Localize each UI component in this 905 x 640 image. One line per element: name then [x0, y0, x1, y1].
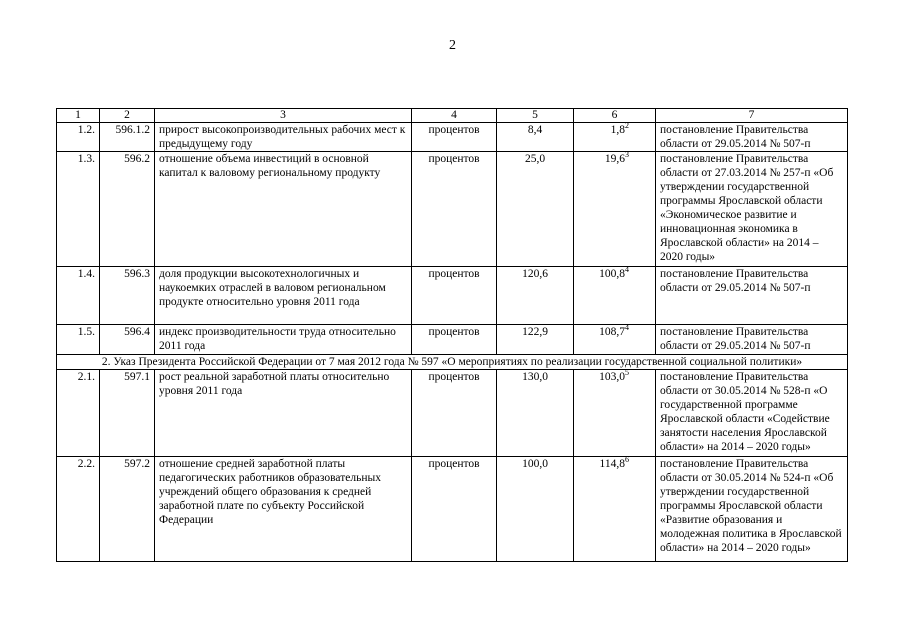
row-number: 1.3. — [57, 152, 100, 267]
actual-value-cell — [574, 123, 656, 152]
actual-value: 100,8 — [599, 268, 625, 280]
actual-value-cell — [574, 325, 656, 355]
target-value: 25,0 — [497, 152, 574, 267]
indicator-description: доля продукции высокотехнологичных и наукоемких отраслей в валовом региональном продукте относительно уровня 2011 года — [155, 267, 412, 325]
legal-document: постановление Правительства области от 29.05.2014 № 507-п — [656, 325, 848, 355]
row-number: 2.1. — [57, 370, 100, 457]
column-header: 2 — [100, 109, 155, 123]
decree-code: 596.2 — [100, 152, 155, 267]
column-header: 4 — [412, 109, 497, 123]
legal-document: постановление Правительства области от 29.05.2014 № 507-п — [656, 267, 848, 325]
column-header: 7 — [656, 109, 848, 123]
unit: процентов — [412, 457, 497, 562]
indicator-description: прирост высокопроизводительных рабочих мест к предыдущему году — [155, 123, 412, 152]
indicator-description: отношение объема инвестиций в основной капитал к валовому региональному продукту — [155, 152, 412, 267]
row-number: 1.2. — [57, 123, 100, 152]
actual-value: 1,8 — [610, 124, 625, 136]
footnote-mark: 4 — [625, 265, 629, 275]
row-number: 1.4. — [57, 267, 100, 325]
table-row — [57, 267, 848, 325]
target-value: 130,0 — [497, 370, 574, 457]
legal-document: постановление Правительства области от 30.05.2014 № 524-п «Об утверждении государственной программы Ярославской области «Развитие образования и молодежная политика в Ярославской области» на 2014 – 2020 годы» — [656, 457, 848, 562]
table-row — [57, 325, 848, 355]
decree-code: 596.3 — [100, 267, 155, 325]
target-value: 8,4 — [497, 123, 574, 152]
footnote-mark: 6 — [625, 455, 629, 465]
indicator-description: индекс производительности труда относительно 2011 года — [155, 325, 412, 355]
target-value: 122,9 — [497, 325, 574, 355]
decree-code: 596.4 — [100, 325, 155, 355]
unit: процентов — [412, 325, 497, 355]
column-header: 3 — [155, 109, 412, 123]
table-row — [57, 152, 848, 267]
unit: процентов — [412, 370, 497, 457]
unit: процентов — [412, 152, 497, 267]
row-number: 1.5. — [57, 325, 100, 355]
table-row — [57, 123, 848, 152]
unit: процентов — [412, 267, 497, 325]
table-row — [57, 457, 848, 562]
actual-value: 114,8 — [599, 458, 625, 470]
actual-value: 103,0 — [599, 371, 625, 383]
decree-code: 596.1.2 — [100, 123, 155, 152]
actual-value-cell — [574, 152, 656, 267]
actual-value: 108,7 — [599, 326, 625, 338]
header-row — [57, 109, 848, 123]
column-header: 5 — [497, 109, 574, 123]
section-row — [57, 355, 848, 370]
actual-value-cell — [574, 267, 656, 325]
footnote-mark: 3 — [625, 150, 629, 160]
unit: процентов — [412, 123, 497, 152]
column-header: 1 — [57, 109, 100, 123]
page-number: 2 — [449, 38, 456, 53]
footnote-mark: 5 — [625, 368, 629, 378]
legal-document: постановление Правительства области от 29.05.2014 № 507-п — [656, 123, 848, 152]
actual-value: 19,6 — [604, 153, 625, 165]
decree-code: 597.1 — [100, 370, 155, 457]
column-header: 6 — [574, 109, 656, 123]
legal-document: постановление Правительства области от 27.03.2014 № 257-п «Об утверждении государственной программы Ярославской области «Экономическое развитие и инновационная экономика в Ярославской области» на 2014 – 2020 годы» — [656, 152, 848, 267]
target-value: 100,0 — [497, 457, 574, 562]
indicator-description: рост реальной заработной платы относительно уровня 2011 года — [155, 370, 412, 457]
footnote-mark: 2 — [625, 121, 629, 131]
section-title: 2. Указ Президента Российской Федерации от 7 мая 2012 года № 597 «О мероприятиях по реализации государственной социальной политики» — [57, 355, 848, 370]
table-row — [57, 370, 848, 457]
actual-value-cell — [574, 457, 656, 562]
decree-code: 597.2 — [100, 457, 155, 562]
footnote-mark: 4 — [625, 323, 629, 333]
indicators-table — [56, 108, 848, 562]
actual-value-cell — [574, 370, 656, 457]
legal-document: постановление Правительства области от 30.05.2014 № 528-п «О государственной программе Ярославской области «Содействие занятости населения Ярославской области» на 2014 – 2020 годы» — [656, 370, 848, 457]
target-value: 120,6 — [497, 267, 574, 325]
indicator-description: отношение средней заработной платы педагогических работников образовательных учреждений общего образования к средней заработной плате по субъекту Российской Федерации — [155, 457, 412, 562]
row-number: 2.2. — [57, 457, 100, 562]
